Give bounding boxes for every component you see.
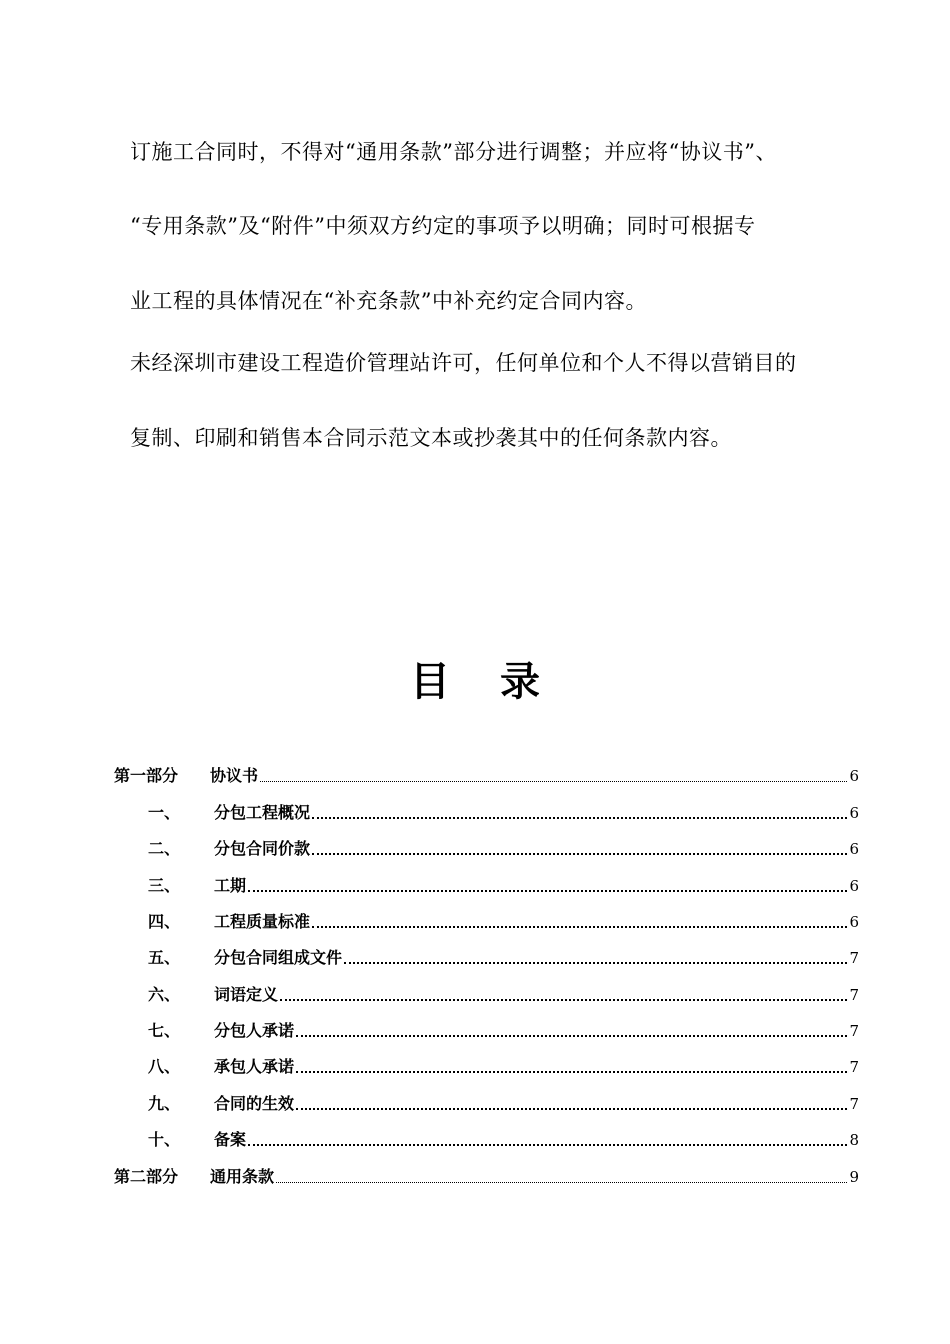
toc-entry[interactable] — [148, 799, 859, 823]
toc-entry-label: 词语定义 — [214, 985, 279, 1004]
toc-entry-label: 备案 — [214, 1130, 247, 1149]
paragraph-line: 复制、印刷和销售本合同示范文本或抄袭其中的任何条款内容。 — [130, 426, 732, 450]
toc-entry-number: 一、 — [148, 803, 181, 822]
toc-dot-leader — [248, 890, 847, 892]
toc-entry[interactable] — [148, 1017, 859, 1041]
toc-entry-number: 五、 — [148, 948, 181, 967]
toc-dot-leader — [296, 1108, 847, 1110]
toc-entry-label: 协议书 — [210, 766, 259, 785]
toc-dot-leader — [296, 1071, 847, 1073]
toc-dot-leader — [248, 1144, 847, 1146]
toc-entry-number: 二、 — [148, 839, 181, 858]
paragraph-line: 未经深圳市建设工程造价管理站许可，任何单位和个人不得以营销目的 — [130, 351, 797, 375]
toc-title: 目 录 — [410, 659, 558, 705]
toc-entry[interactable] — [148, 1090, 859, 1114]
toc-entry-number: 八、 — [148, 1057, 181, 1076]
toc-entry-page: 6 — [849, 767, 859, 785]
toc-entry[interactable] — [148, 835, 859, 859]
toc-entry-number: 十、 — [148, 1130, 181, 1149]
toc-entry-page: 7 — [849, 949, 859, 967]
toc-entry-label: 分包工程概况 — [214, 803, 311, 822]
paragraph-line: 业工程的具体情况在“补充条款”中补充约定合同内容。 — [130, 289, 647, 313]
toc-entry-number: 第一部分 — [114, 766, 179, 785]
toc-entry[interactable] — [148, 944, 859, 968]
toc-entry-number: 九、 — [148, 1094, 181, 1113]
toc-entry-page: 6 — [849, 840, 859, 858]
toc-entry-page: 6 — [849, 913, 859, 931]
toc-entry-number: 四、 — [148, 912, 181, 931]
toc-entry-label: 合同的生效 — [214, 1094, 295, 1113]
toc-entry[interactable] — [148, 1126, 859, 1150]
toc-entry-number: 六、 — [148, 985, 181, 1004]
toc-dot-leader — [312, 817, 847, 819]
toc-dot-leader — [296, 1035, 847, 1037]
toc-entry[interactable] — [148, 872, 859, 896]
toc-entry[interactable] — [148, 908, 859, 932]
toc-entry-label: 承包人承诺 — [214, 1057, 295, 1076]
toc-entry-number: 三、 — [148, 876, 181, 895]
toc-entry-label: 分包合同组成文件 — [214, 948, 343, 967]
toc-entry-number: 七、 — [148, 1021, 181, 1040]
toc-entry-label: 工期 — [214, 876, 247, 895]
toc-dot-leader — [276, 1182, 847, 1183]
toc-entry[interactable] — [148, 1053, 859, 1077]
toc-entry-page: 6 — [849, 804, 859, 822]
paragraph-line: “专用条款”及“附件”中须双方约定的事项予以明确；同时可根据专 — [130, 214, 756, 238]
toc-entry-number: 第二部分 — [114, 1167, 179, 1186]
toc-entry-page: 7 — [849, 1058, 859, 1076]
toc-entry-label: 通用条款 — [210, 1167, 275, 1186]
paragraph-line: 订施工合同时，不得对“通用条款”部分进行调整；并应将“协议书”、 — [130, 140, 777, 164]
toc-entry-part-2[interactable] — [114, 1163, 859, 1187]
toc-dot-leader — [344, 962, 847, 964]
toc-dot-leader — [312, 926, 847, 928]
toc-entry-part-1[interactable] — [114, 762, 859, 786]
toc-dot-leader — [280, 999, 847, 1001]
toc-entry-label: 工程质量标准 — [214, 912, 311, 931]
toc-entry-page: 8 — [849, 1131, 859, 1149]
toc-entry[interactable] — [148, 981, 859, 1005]
toc-entry-label: 分包人承诺 — [214, 1021, 295, 1040]
toc-entry-page: 6 — [849, 877, 859, 895]
toc-dot-leader — [260, 781, 847, 782]
toc-entry-page: 7 — [849, 986, 859, 1004]
toc-entry-label: 分包合同价款 — [214, 839, 311, 858]
toc-entry-page: 9 — [849, 1168, 859, 1186]
toc-entry-page: 7 — [849, 1095, 859, 1113]
toc-entry-page: 7 — [849, 1022, 859, 1040]
toc-dot-leader — [312, 853, 847, 855]
